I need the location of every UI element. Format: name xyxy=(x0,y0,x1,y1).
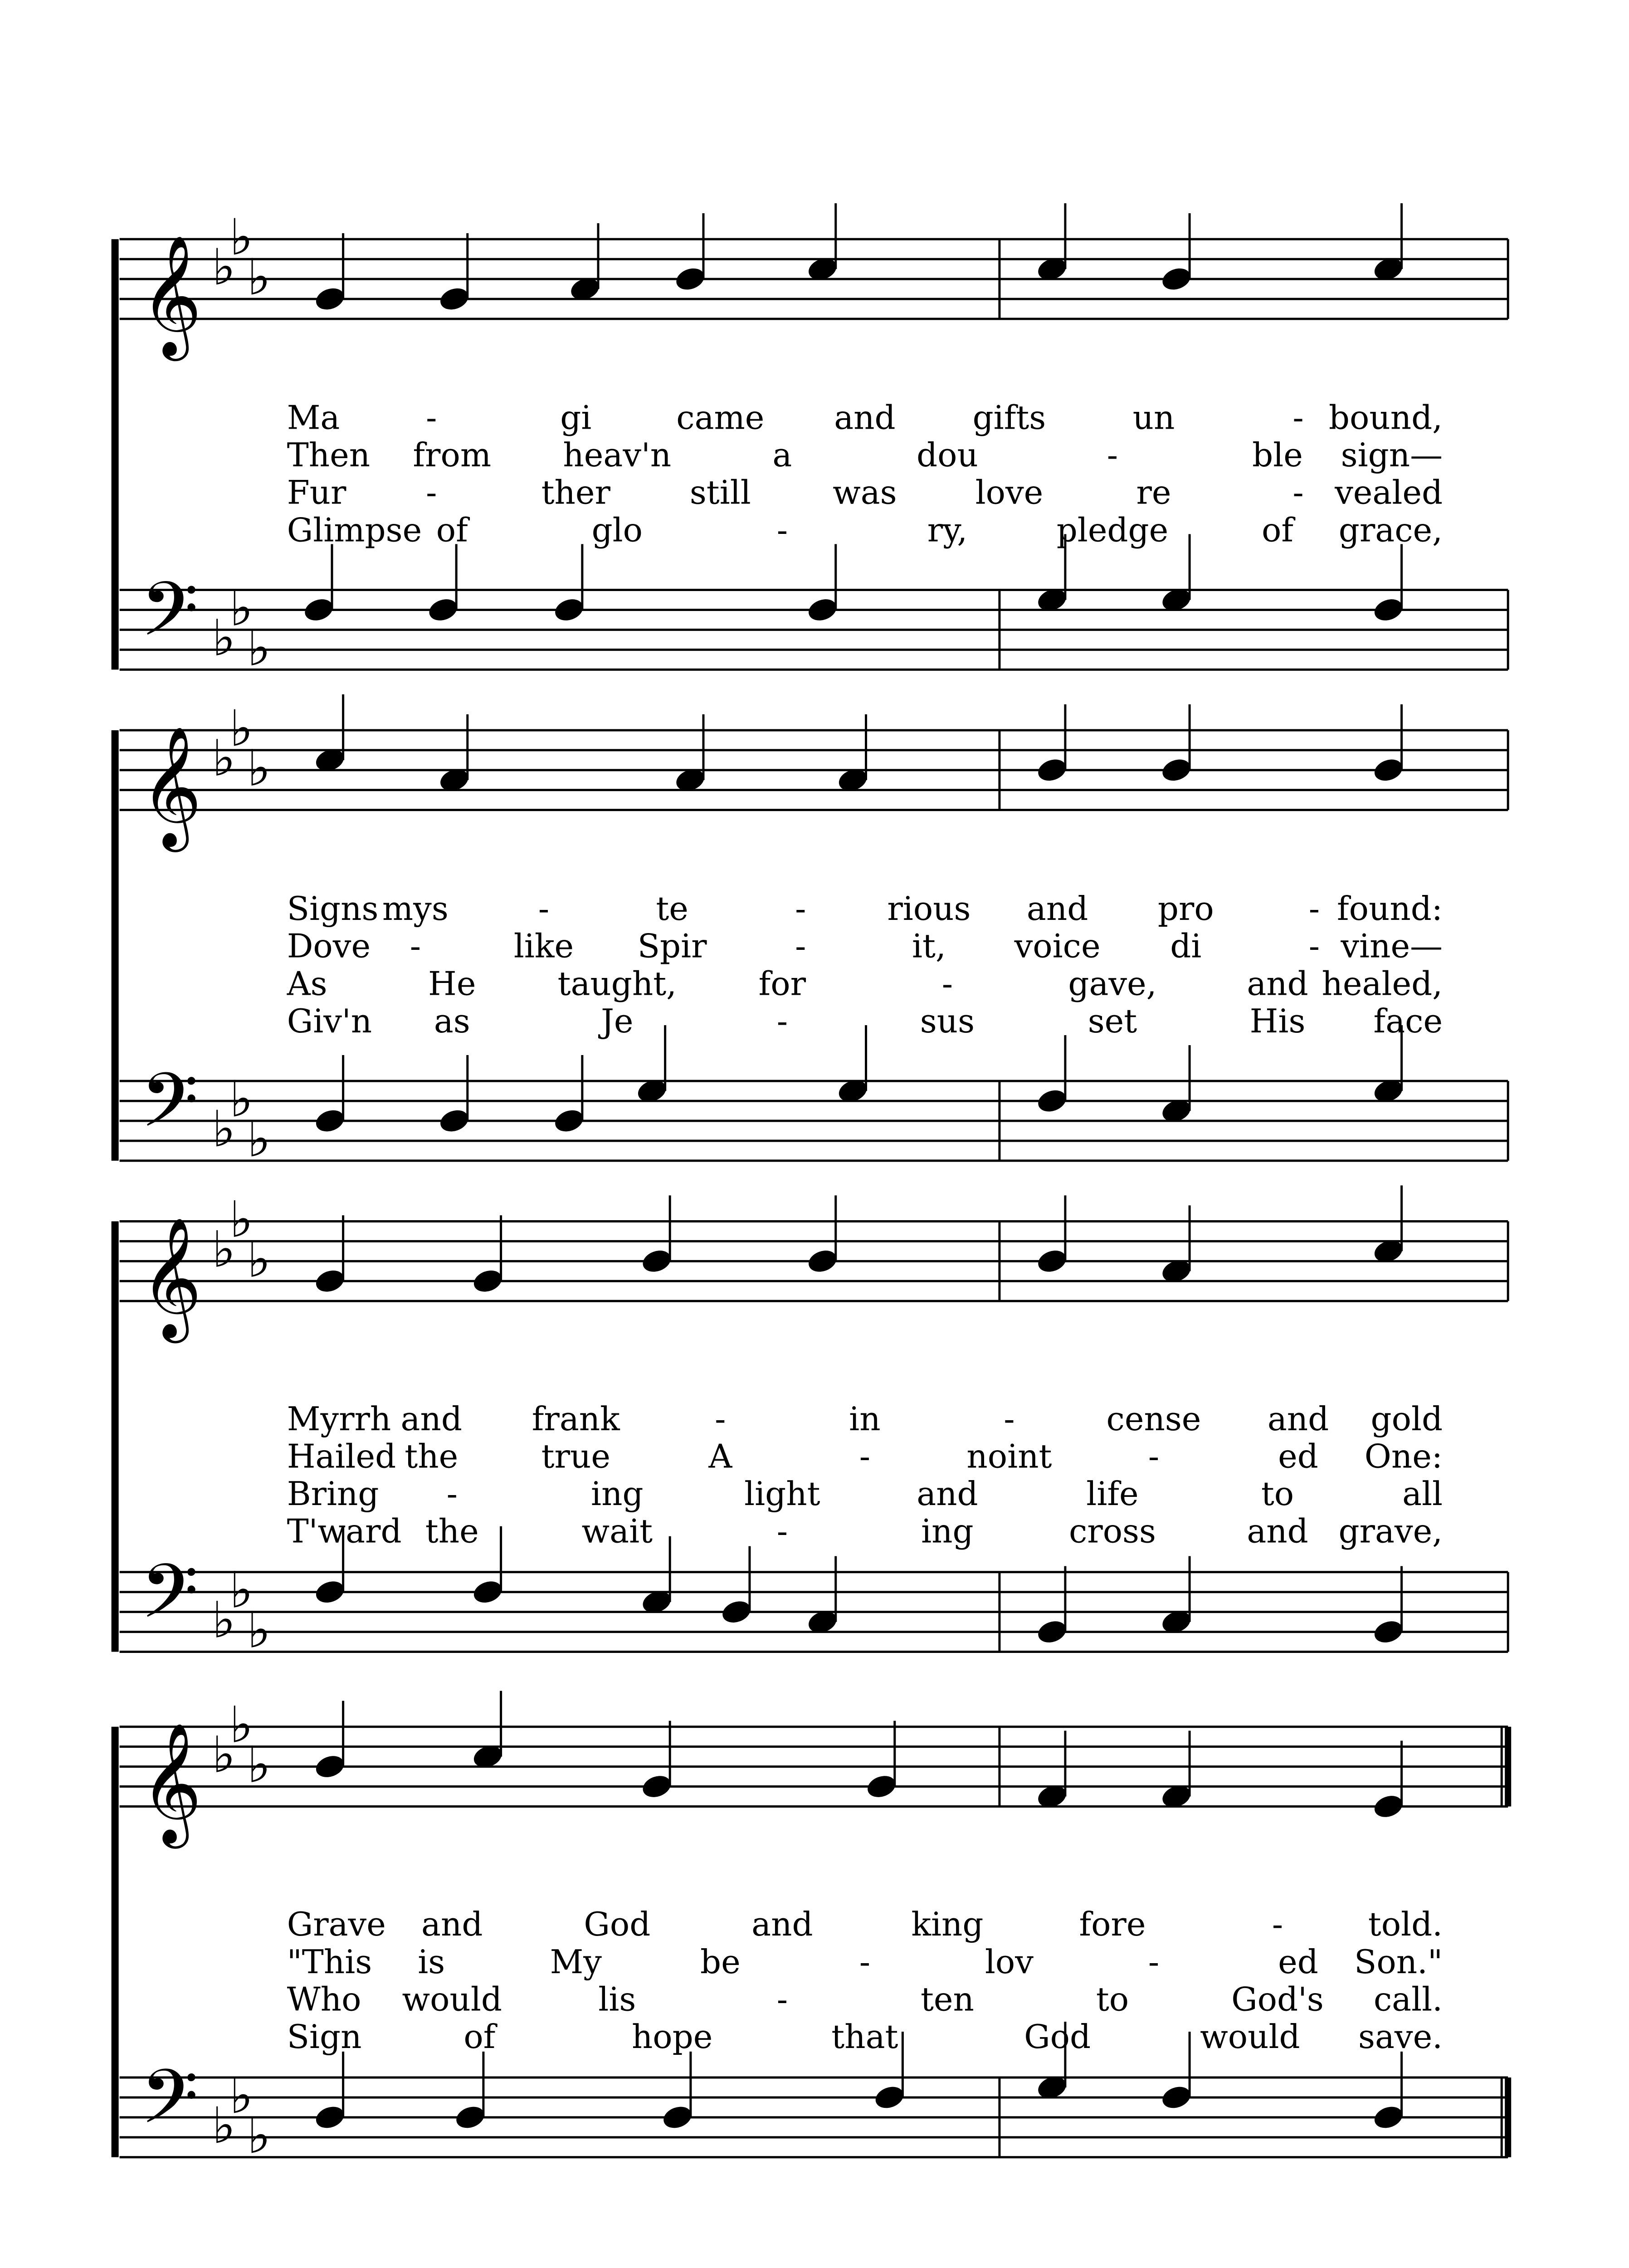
bass-note xyxy=(313,2103,346,2131)
lyric-syllable: call. xyxy=(1373,1980,1443,2019)
flat-sign: ♭ xyxy=(212,2096,236,2155)
flat-sign: ♭ xyxy=(212,1220,236,1279)
bass-note xyxy=(438,1107,471,1135)
bass-note xyxy=(661,2103,694,2131)
treble-note xyxy=(640,1247,673,1276)
treble-clef: 𝄞 xyxy=(140,235,202,356)
lyric-syllable: One: xyxy=(1364,1437,1443,1476)
lyric-syllable: Myrrh xyxy=(287,1399,391,1438)
lyric-syllable: heav'n xyxy=(563,436,672,474)
flat-sign: ♭ xyxy=(212,1725,236,1784)
lyric-syllable: and xyxy=(1247,964,1308,1003)
lyric-syllable: king xyxy=(911,1905,984,1944)
bass-note xyxy=(873,2083,906,2112)
lyric-syllable: save. xyxy=(1358,2017,1443,2056)
lyric-syllable: te xyxy=(656,890,688,928)
lyric-syllable: A xyxy=(708,1437,732,1476)
treble-note xyxy=(640,1772,673,1801)
treble-note xyxy=(1371,1792,1405,1821)
lyric-syllable: the xyxy=(425,1512,479,1550)
lyric-syllable: of xyxy=(463,2017,496,2056)
lyric-syllable: - xyxy=(446,1475,458,1513)
lyric-syllable: all xyxy=(1402,1475,1443,1513)
bass-clef: 𝄢 xyxy=(140,1056,199,1163)
lyric-syllable: from xyxy=(413,436,492,474)
lyric-syllable: Bring xyxy=(287,1475,379,1513)
bass-note xyxy=(1035,1618,1069,1646)
lyric-syllable: face xyxy=(1373,1002,1443,1040)
flat-sign: ♭ xyxy=(212,238,236,297)
bass-note xyxy=(454,2103,487,2131)
lyric-syllable: ble xyxy=(1252,436,1303,474)
lyric-syllable: pro xyxy=(1157,890,1214,928)
lyric-syllable: grace, xyxy=(1338,511,1443,549)
lyric-syllable: - xyxy=(1292,473,1304,512)
bass-note xyxy=(552,1107,586,1135)
lyric-syllable: un xyxy=(1132,398,1175,437)
lyric-syllable: as xyxy=(434,1002,470,1040)
treble-note xyxy=(1371,756,1405,784)
lyric-syllable: - xyxy=(1308,927,1320,965)
lyric-syllable: gi xyxy=(560,398,592,437)
lyric-syllable: As xyxy=(287,964,327,1003)
lyric-syllable: ther xyxy=(541,473,610,512)
flat-sign: ♭ xyxy=(212,609,236,667)
lyric-syllable: fore xyxy=(1079,1905,1146,1944)
flat-sign: ♭ xyxy=(247,1230,271,1289)
lyric-syllable: ed xyxy=(1278,1942,1318,1981)
lyric-syllable: of xyxy=(1262,511,1294,549)
lyric-syllable: ed xyxy=(1278,1437,1318,1476)
flat-sign: ♭ xyxy=(212,1591,236,1649)
lyric-syllable: His xyxy=(1249,1002,1306,1040)
lyric-syllable: rious xyxy=(887,890,971,928)
lyric-syllable: glo xyxy=(591,511,643,549)
lyric-syllable: - xyxy=(410,927,421,965)
lyric-syllable: hope xyxy=(631,2017,713,2056)
treble-clef: 𝄞 xyxy=(140,1217,202,1338)
treble-note xyxy=(313,1267,346,1295)
lyric-syllable: dou xyxy=(917,436,978,474)
lyric-syllable: wait xyxy=(581,1512,653,1550)
lyric-syllable: would xyxy=(1200,2017,1300,2056)
lyric-syllable: cross xyxy=(1068,1512,1156,1550)
lyric-syllable: told. xyxy=(1368,1905,1443,1944)
lyric-syllable: God's xyxy=(1231,1980,1324,2019)
lyric-syllable: like xyxy=(513,927,574,965)
lyric-syllable: vine— xyxy=(1341,927,1443,965)
lyric-syllable: that xyxy=(831,2017,898,2056)
lyric-syllable: ing xyxy=(921,1512,974,1550)
lyric-syllable: Spir xyxy=(637,927,707,965)
lyric-syllable: and xyxy=(421,1905,483,1944)
lyric-syllable: - xyxy=(1004,1399,1015,1438)
lyric-syllable: - xyxy=(859,1942,871,1981)
lyric-syllable: Dove xyxy=(287,927,371,965)
lyric-syllable: di xyxy=(1170,927,1202,965)
flat-sign: ♭ xyxy=(247,1735,271,1794)
bass-clef: 𝄢 xyxy=(140,2053,199,2159)
lyric-syllable: ing xyxy=(591,1475,644,1513)
lyric-syllable: to xyxy=(1261,1475,1294,1513)
lyric-syllable: true xyxy=(541,1437,610,1476)
lyric-syllable: grave, xyxy=(1338,1512,1443,1550)
bass-note xyxy=(471,1578,504,1606)
treble-note xyxy=(313,1752,346,1781)
flat-sign: ♭ xyxy=(212,729,236,787)
lyric-syllable: T'ward xyxy=(287,1512,402,1550)
flat-sign: ♭ xyxy=(247,1601,271,1659)
lyric-syllable: - xyxy=(1272,1905,1283,1944)
treble-note xyxy=(438,285,471,313)
bass-note xyxy=(302,596,336,624)
lyric-syllable: He xyxy=(428,964,476,1003)
treble-note xyxy=(471,1267,504,1295)
flat-sign: ♭ xyxy=(229,208,254,267)
lyric-syllable: lov xyxy=(985,1942,1034,1981)
lyric-syllable: gave, xyxy=(1068,964,1157,1003)
lyric-syllable: Signs xyxy=(287,890,379,928)
lyric-syllable: ten xyxy=(920,1980,974,2019)
bass-note xyxy=(1160,2083,1193,2112)
lyric-syllable: Son." xyxy=(1354,1942,1443,1981)
lyric-syllable: bound, xyxy=(1328,398,1443,437)
lyric-syllable: light xyxy=(744,1475,820,1513)
lyric-syllable: to xyxy=(1096,1980,1129,2019)
flat-sign: ♭ xyxy=(229,1696,254,1754)
bass-note xyxy=(1035,1087,1069,1115)
flat-sign: ♭ xyxy=(229,2066,254,2125)
lyric-syllable: healed, xyxy=(1322,964,1443,1003)
lyric-syllable: cense xyxy=(1106,1399,1201,1438)
lyric-syllable: Hailed xyxy=(287,1437,396,1476)
flat-sign: ♭ xyxy=(247,2106,271,2165)
lyric-syllable: - xyxy=(1148,1437,1160,1476)
lyric-syllable: still xyxy=(689,473,751,512)
lyric-syllable: Je xyxy=(601,1002,634,1040)
lyric-syllable: - xyxy=(941,964,953,1003)
lyric-syllable: - xyxy=(715,1399,726,1438)
treble-note xyxy=(673,265,707,293)
lyric-syllable: - xyxy=(859,1437,871,1476)
lyric-syllable: and xyxy=(1247,1512,1308,1550)
flat-sign: ♭ xyxy=(229,579,254,637)
lyric-syllable: Fur xyxy=(287,473,346,512)
lyric-syllable: it, xyxy=(912,927,946,965)
lyric-syllable: life xyxy=(1086,1475,1139,1513)
lyric-syllable: and xyxy=(400,1399,462,1438)
flat-sign: ♭ xyxy=(229,1190,254,1249)
lyric-syllable: gold xyxy=(1371,1399,1443,1438)
lyric-syllable: - xyxy=(1308,890,1320,928)
bass-note xyxy=(1371,2103,1405,2131)
lyric-syllable: set xyxy=(1088,1002,1137,1040)
lyric-syllable: - xyxy=(426,473,437,512)
lyric-syllable: Who xyxy=(287,1980,361,2019)
lyric-syllable: and xyxy=(1026,890,1088,928)
lyric-syllable: found: xyxy=(1336,890,1443,928)
flat-sign: ♭ xyxy=(229,699,254,758)
lyric-syllable: - xyxy=(795,927,806,965)
lyric-syllable: Sign xyxy=(287,2017,362,2056)
lyric-syllable: - xyxy=(1107,436,1118,474)
lyric-syllable: - xyxy=(776,1512,788,1550)
treble-note xyxy=(805,1247,839,1276)
lyric-syllable: lis xyxy=(598,1980,636,2019)
lyric-syllable: God xyxy=(584,1905,651,1944)
lyric-syllable: mys xyxy=(382,890,449,928)
bass-clef: 𝄢 xyxy=(140,1548,199,1654)
lyric-syllable: and xyxy=(1267,1399,1329,1438)
treble-clef: 𝄞 xyxy=(140,725,202,847)
lyric-syllable: sus xyxy=(920,1002,975,1040)
lyric-syllable: - xyxy=(426,398,437,437)
lyric-syllable: is xyxy=(418,1942,445,1981)
lyric-syllable: love xyxy=(975,473,1044,512)
lyric-syllable: Ma xyxy=(287,398,340,437)
bass-note xyxy=(1371,596,1405,624)
lyric-syllable: Glimpse xyxy=(287,511,422,549)
lyric-syllable: - xyxy=(538,890,550,928)
lyric-syllable: taught, xyxy=(557,964,677,1003)
bass-note xyxy=(426,596,460,624)
lyric-syllable: pledge xyxy=(1056,511,1169,549)
treble-note xyxy=(1035,756,1069,784)
lyric-syllable: Giv'n xyxy=(287,1002,372,1040)
lyric-syllable: Then xyxy=(287,436,371,474)
lyric-syllable: would xyxy=(402,1980,502,2019)
lyric-syllable: and xyxy=(751,1905,813,1944)
lyric-syllable: Grave xyxy=(287,1905,386,1944)
lyric-syllable: came xyxy=(676,398,765,437)
lyric-syllable: the xyxy=(405,1437,458,1476)
bass-note xyxy=(313,1578,346,1606)
lyric-syllable: sign— xyxy=(1341,436,1443,474)
lyric-syllable: noint xyxy=(966,1437,1052,1476)
flat-sign: ♭ xyxy=(247,248,271,307)
lyric-syllable: frank xyxy=(532,1399,620,1438)
treble-note xyxy=(1160,756,1193,784)
treble-note xyxy=(1035,1247,1069,1276)
lyric-syllable: vealed xyxy=(1335,473,1443,512)
lyric-syllable: and xyxy=(834,398,896,437)
flat-sign: ♭ xyxy=(229,1070,254,1129)
lyric-syllable: and xyxy=(917,1475,978,1513)
lyric-syllable: - xyxy=(776,1002,788,1040)
lyric-syllable: of xyxy=(436,511,468,549)
lyric-syllable: in xyxy=(849,1399,881,1438)
lyric-syllable: - xyxy=(795,890,806,928)
flat-sign: ♭ xyxy=(247,619,271,677)
treble-note xyxy=(313,285,346,313)
flat-sign: ♭ xyxy=(212,1100,236,1158)
bass-clef: 𝄢 xyxy=(140,566,199,672)
lyric-syllable: re xyxy=(1136,473,1171,512)
bass-note xyxy=(720,1598,753,1626)
flat-sign: ♭ xyxy=(247,1110,271,1168)
lyric-syllable: voice xyxy=(1014,927,1101,965)
treble-clef: 𝄞 xyxy=(140,1722,202,1843)
lyric-syllable: - xyxy=(776,1980,788,2019)
lyric-syllable: for xyxy=(758,964,806,1003)
treble-note xyxy=(1160,265,1193,293)
lyric-syllable: "This xyxy=(287,1942,372,1981)
lyric-syllable: be xyxy=(700,1942,741,1981)
treble-note xyxy=(865,1772,898,1801)
lyric-syllable: ry, xyxy=(927,511,968,549)
lyric-syllable: a xyxy=(772,436,792,474)
lyric-syllable: God xyxy=(1024,2017,1091,2056)
flat-sign: ♭ xyxy=(247,739,271,797)
lyric-syllable: - xyxy=(1148,1942,1160,1981)
lyric-syllable: - xyxy=(1292,398,1304,437)
bass-note xyxy=(1371,1618,1405,1646)
bass-note xyxy=(313,1107,346,1135)
bass-note xyxy=(552,596,586,624)
flat-sign: ♭ xyxy=(229,1561,254,1619)
lyric-syllable: gifts xyxy=(972,398,1046,437)
lyric-syllable: was xyxy=(833,473,897,512)
lyric-syllable: - xyxy=(776,511,788,549)
lyric-syllable: My xyxy=(550,1942,602,1981)
bass-note xyxy=(805,596,839,624)
